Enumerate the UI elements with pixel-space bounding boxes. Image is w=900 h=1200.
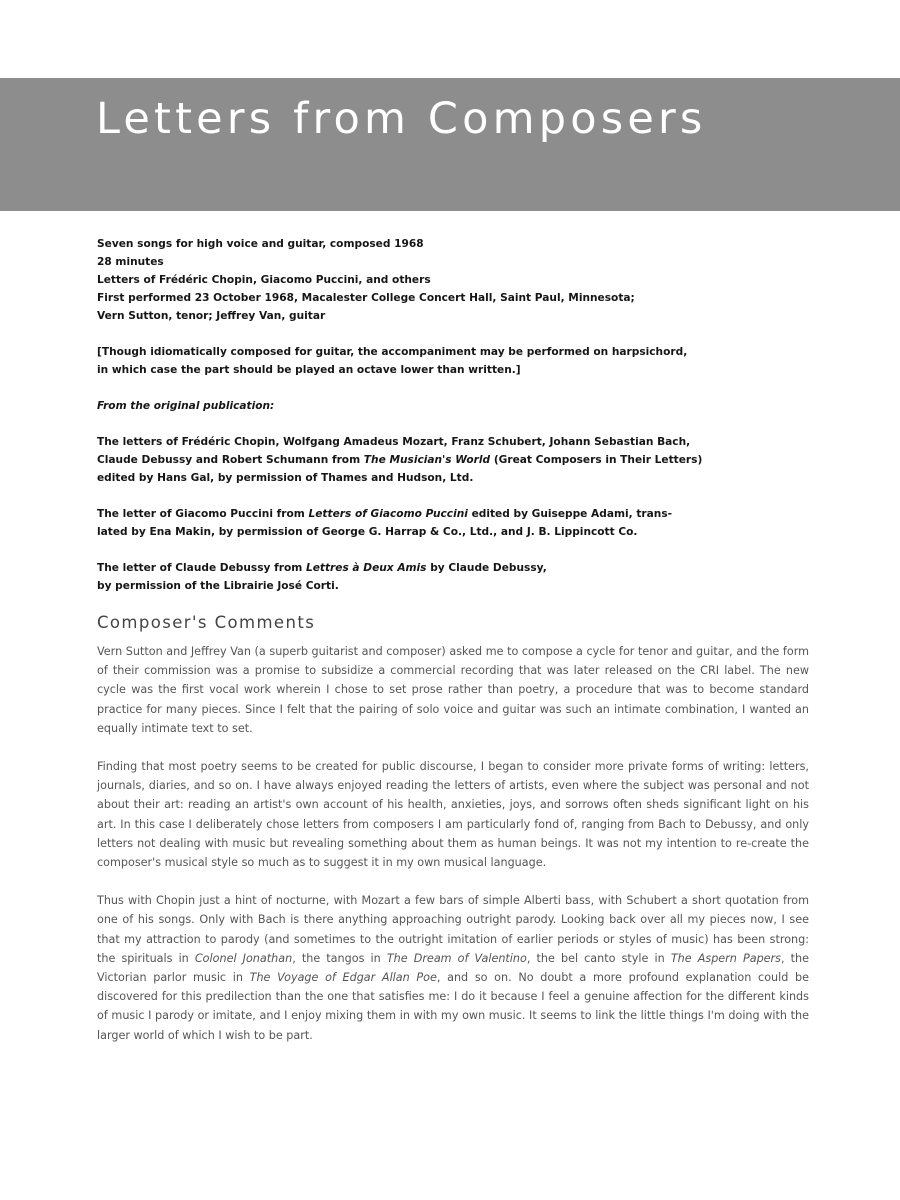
- credit-paragraph: [97, 559, 809, 595]
- credit-line: lated by Ena Makin, by permission of George G. Harrap & Co., Ltd., and J. B. Lippincott Co.: [97, 526, 638, 538]
- comments-paragraph: Vern Sutton and Jeffrey Van (a superb guitarist and composer) asked me to compose a cycle for tenor and guitar, and the form of their commission was a promise to subsidize a commercial recording that was later released on the CRI label. The new cycle was the first vocal work wherein I chose to set prose rather than poetry, a procedure that was to become standard practice for many pieces. Since I felt that the pairing of solo voice and guitar was such an intimate combination, I wanted an equally intimate text to set.: [97, 645, 809, 735]
- original-publication-label: [97, 397, 809, 415]
- credit-paragraph: [97, 505, 809, 541]
- credit-text: edited by Guiseppe Adami, trans-: [467, 508, 673, 520]
- title-banner: [0, 78, 900, 211]
- credit-line: The letters of Frédéric Chopin, Wolfgang Amadeus Mozart, Franz Schubert, Johann Sebastian Bach,: [97, 436, 691, 448]
- work-info: [97, 235, 809, 595]
- comments-paragraph: [97, 891, 809, 1045]
- work-title: The Voyage of Edgar Allan Poe: [249, 971, 437, 985]
- paragraph-text: , and so on. No doubt a more profound explanation could be discovered for this predilection than the one that satisfies me: I do it because I feel a genuine affection for the different kinds of music I parody or imitate, and I enjoy mixing them in with my own music. It seems to link the little things I'm doing with the larger world of which I wish to be part.: [97, 971, 809, 1042]
- work-title: Colonel Jonathan: [194, 951, 293, 965]
- credit-text: (Great Composers in Their Letters): [490, 454, 703, 466]
- credit-book-title: Letters of Giacomo Puccini: [308, 508, 468, 520]
- main-content: [97, 235, 809, 1064]
- work-duration: 28 minutes: [97, 256, 164, 268]
- work-title: The Dream of Valentino: [386, 951, 527, 965]
- paragraph-text: , the Victorian parlor music in: [97, 951, 810, 985]
- credit-line: [97, 559, 809, 577]
- performance-note-line: in which case the part should be played an octave lower than written.]: [97, 364, 521, 376]
- paragraph-text: , the tangos in: [292, 951, 387, 965]
- comments-body: [97, 642, 809, 1045]
- page-title: Letters from Composers: [96, 94, 707, 144]
- paragraph-text: , the bel canto style in: [526, 951, 671, 965]
- credit-line: edited by Hans Gal, by permission of Thames and Hudson, Ltd.: [97, 472, 474, 484]
- work-premiere: First performed 23 October 1968, Macalester College Concert Hall, Saint Paul, Minnesota;: [97, 292, 635, 304]
- work-text-source: Letters of Frédéric Chopin, Giacomo Puccini, and others: [97, 274, 431, 286]
- comments-heading: Composer's Comments: [97, 613, 316, 632]
- performance-note-line: [Though idiomatically composed for guitar, the accompaniment may be performed on harpsichord,: [97, 346, 688, 358]
- credit-book-title: Lettres à Deux Amis: [305, 562, 427, 574]
- work-performers: Vern Sutton, tenor; Jeffrey Van, guitar: [97, 310, 326, 322]
- credit-paragraph: [97, 433, 809, 487]
- work-details: [97, 235, 809, 325]
- performance-note: [97, 343, 809, 379]
- work-subtitle: Seven songs for high voice and guitar, composed 1968: [97, 238, 424, 250]
- credit-text: The letter of Claude Debussy from: [97, 562, 306, 574]
- paragraph-text: Thus with Chopin just a hint of nocturne, with Mozart a few bars of simple Alberti bass, with Schubert a short quotation from one of his songs. Only with Bach is there anything approaching outright parody. Looking back over all my pieces now, I see that my attraction to parody (and sometimes to the outright imitation of earlier periods or styles of music) has been strong: the spirituals in: [97, 894, 809, 965]
- original-publication-label-text: From the original publication:: [97, 400, 275, 412]
- credit-text: Claude Debussy and Robert Schumann from: [97, 454, 364, 466]
- credit-line: [97, 451, 809, 469]
- work-title: The Aspern Papers: [670, 951, 781, 965]
- credit-text: by Claude Debussy,: [426, 562, 547, 574]
- credit-line: [97, 505, 809, 523]
- comments-paragraph: Finding that most poetry seems to be created for public discourse, I began to consider more private forms of writing: letters, journals, diaries, and so on. I have always enjoyed reading the letters of artists, even where the subject was personal and not about their art: reading an artist's own account of his health, anxieties, joys, and sorrows often sheds significant light on his art. In this case I deliberately chose letters from composers I am particularly fond of, ranging from Bach to Debussy, and only letters not dealing with music but revealing something about them as human beings. It was not my intention to re-create the composer's musical style so much as to suggest it in my own musical language.: [97, 760, 809, 870]
- credit-text: The letter of Giacomo Puccini from: [97, 508, 309, 520]
- credit-book-title: The Musician's World: [363, 454, 491, 466]
- credit-line: by permission of the Librairie José Corti.: [97, 580, 339, 592]
